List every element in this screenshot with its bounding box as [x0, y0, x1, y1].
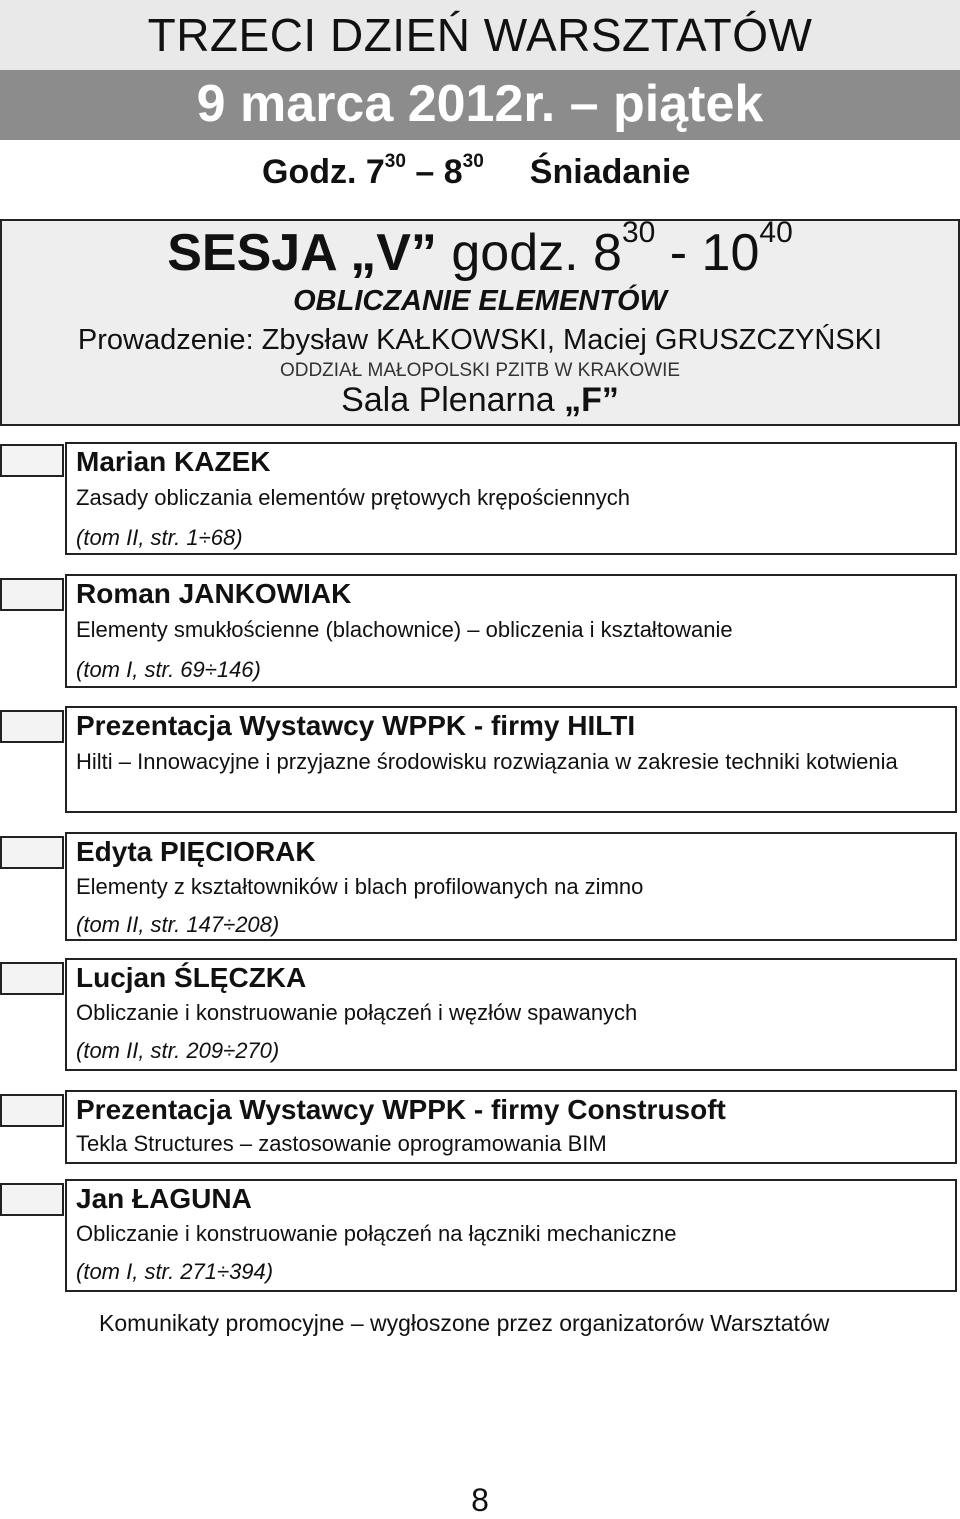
breakfast-label: Śniadanie: [529, 153, 691, 191]
talk-title: Obliczanie i konstruowanie połączeń na łączniki mechaniczne: [76, 1221, 677, 1246]
exhibitor-presentation: [65, 706, 957, 813]
entry-checkbox: [0, 578, 64, 611]
session-label: SESJA „V”: [167, 224, 437, 282]
exhibitor-presentation: [65, 1090, 957, 1164]
breakfast-time-prefix: Godz. 7: [262, 153, 385, 191]
presentation-title: Prezentacja Wystawcy WPPK - firmy Construsoft: [76, 1094, 726, 1125]
talk-speaker: Marian KAZEK: [76, 446, 271, 477]
talk-entry: [65, 832, 957, 941]
breakfast-line: [262, 150, 691, 192]
entry-checkbox: [0, 1094, 64, 1127]
session-organization: ODDZIAŁ MAŁOPOLSKI PZITB W KRAKOWIE: [279, 360, 681, 381]
talk-title: Obliczanie i konstruowanie połączeń i węzłów spawanych: [76, 1000, 638, 1025]
breakfast-end-minutes: 30: [462, 150, 484, 172]
talk-title: Zasady obliczania elementów prętowych krępościennych: [76, 485, 630, 510]
entry-checkbox: [0, 962, 64, 995]
breakfast-start-minutes: 30: [384, 150, 406, 172]
promotional-note: Komunikaty promocyjne – wygłoszone przez organizatorów Warsztatów: [99, 1310, 830, 1336]
talk-entry: [65, 442, 957, 555]
session-time-prefix: godz. 8: [436, 224, 622, 282]
talk-title: Elementy z kształtowników i blach profilowanych na zimno: [76, 874, 644, 899]
session-title: [2, 215, 958, 283]
talk-speaker: Edyta PIĘCIORAK: [76, 836, 316, 867]
talk-reference: (tom II, str. 147÷208): [76, 912, 280, 937]
talk-entry: [65, 574, 957, 688]
talk-reference: (tom I, str. 69÷146): [76, 657, 261, 682]
page-number: 8: [471, 1482, 489, 1518]
session-topic: OBLICZANIE ELEMENTÓW: [293, 285, 667, 317]
presentation-description: Tekla Structures – zastosowanie oprogramowania BIM: [76, 1131, 607, 1156]
talk-entry: [65, 1179, 957, 1292]
talk-reference: (tom II, str. 1÷68): [76, 525, 243, 550]
talk-speaker: Lucjan ŚLĘCZKA: [76, 962, 307, 993]
presentation-description: Hilti – Innowacyjne i przyjazne środowisku rozwiązania w zakresie techniki kotwienia: [76, 749, 898, 774]
talk-speaker: Jan ŁAGUNA: [76, 1183, 252, 1214]
entry-checkbox: [0, 710, 64, 743]
entry-checkbox: [0, 836, 64, 869]
breakfast-time-dash: – 8: [405, 153, 463, 191]
talk-reference: (tom II, str. 209÷270): [76, 1038, 280, 1063]
talk-speaker: Roman JANKOWIAK: [76, 578, 352, 609]
date-heading: 9 marca 2012r. – piątek: [196, 75, 764, 133]
session-leaders: Prowadzenie: Zbysław KAŁKOWSKI, Maciej GRUSZCZYŃSKI: [77, 324, 883, 356]
session-start-minutes: 30: [621, 215, 656, 249]
session-time-mid: - 10: [655, 224, 760, 282]
session-end-minutes: 40: [759, 215, 793, 249]
session-room-letter: „F”: [564, 381, 619, 419]
talk-title: Elementy smukłościenne (blachownice) – obliczenia i kształtowanie: [76, 617, 733, 642]
talk-reference: (tom I, str. 271÷394): [76, 1259, 274, 1284]
session-room: [2, 381, 958, 420]
entry-checkbox: [0, 444, 64, 477]
talk-entry: [65, 958, 957, 1071]
presentation-title: Prezentacja Wystawcy WPPK - firmy HILTI: [76, 710, 636, 741]
day-title: TRZECI DZIEŃ WARSZTATÓW: [147, 9, 813, 61]
entry-checkbox: [0, 1183, 64, 1216]
session-room-prefix: Sala Plenarna: [341, 381, 565, 419]
session-box: [0, 215, 960, 426]
